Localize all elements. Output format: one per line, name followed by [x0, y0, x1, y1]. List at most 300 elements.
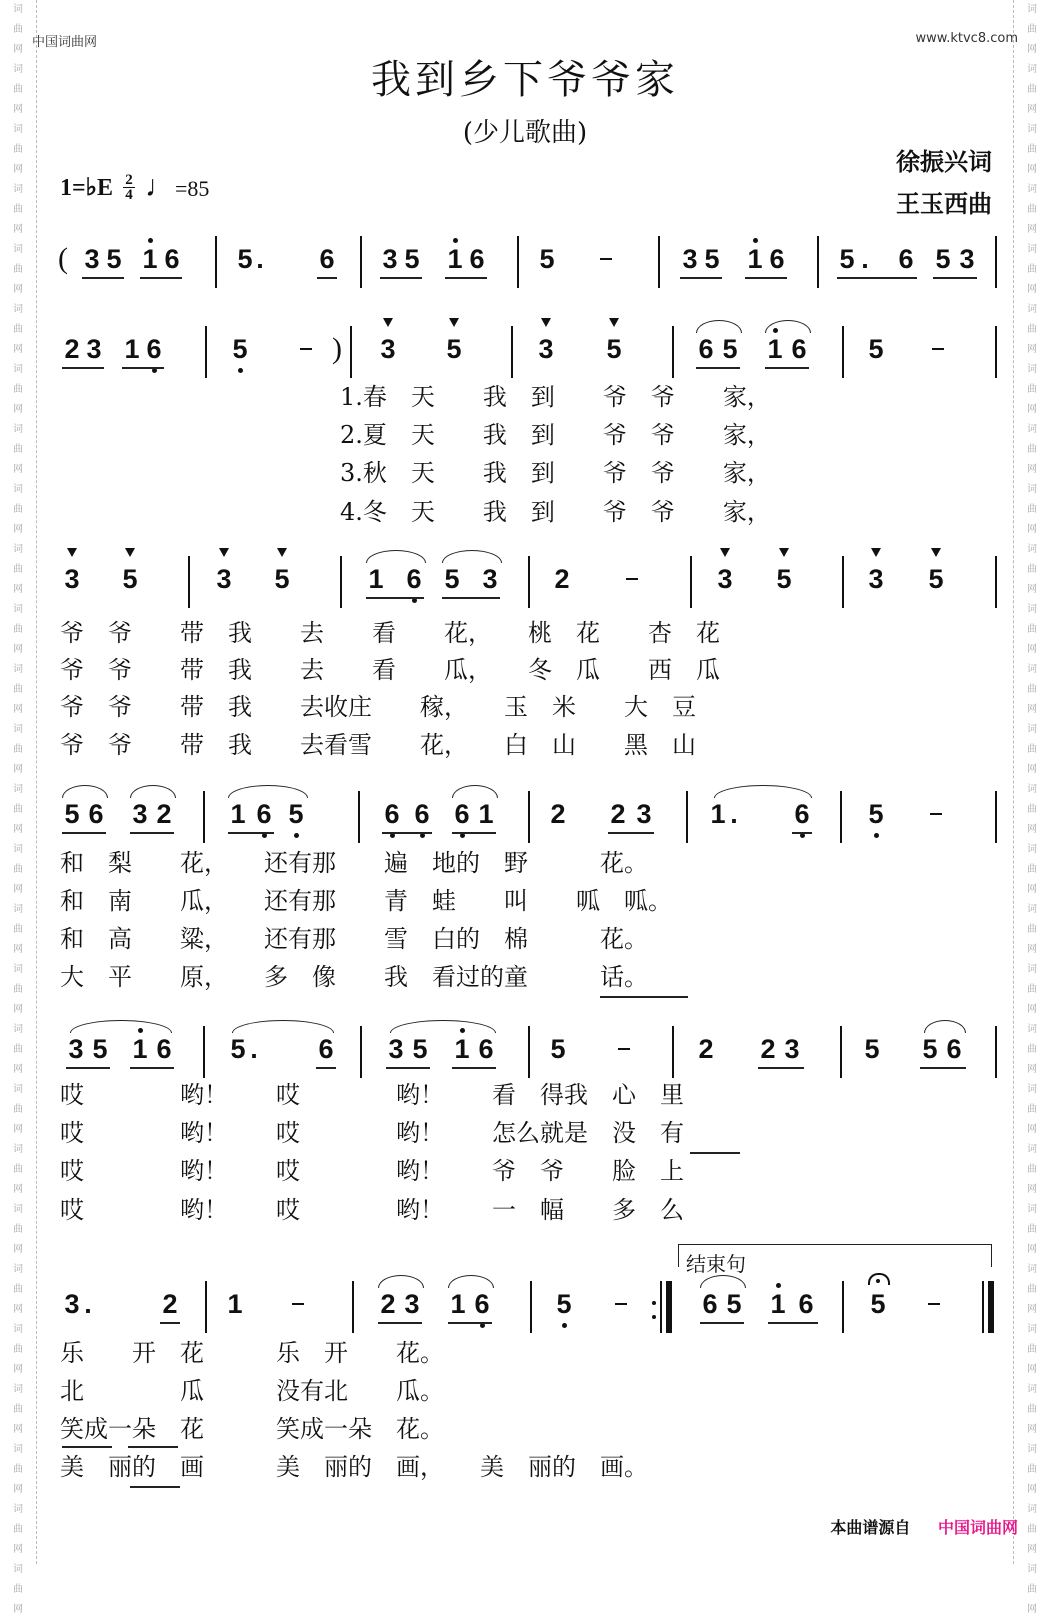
- side-watermark-char: 网: [13, 1184, 23, 1195]
- beam-underline: [228, 832, 274, 834]
- beam-underline: [82, 277, 124, 279]
- side-watermark-char: 词: [1027, 904, 1037, 915]
- augmentation-dot: .: [730, 799, 738, 829]
- note: 2: [156, 799, 172, 829]
- beam-underline: [696, 367, 740, 369]
- note: 3: [636, 799, 652, 829]
- side-watermark-char: 曲: [13, 1344, 23, 1355]
- side-watermark-char: 网: [1027, 1544, 1037, 1555]
- barline: [203, 791, 205, 843]
- lyric-verse-2: 和 南 瓜， 还有那 青 蛙 叫 呱 呱。: [60, 887, 672, 915]
- sustain-dash: [932, 348, 944, 350]
- beam-underline: [62, 367, 104, 369]
- side-watermark-char: 网: [1027, 1604, 1037, 1615]
- left-watermark-margin: [0, 0, 37, 1615]
- side-watermark-char: 网: [13, 824, 23, 835]
- slur-icon: [448, 1275, 494, 1288]
- side-watermark-char: 网: [13, 1244, 23, 1255]
- side-watermark-char: 曲: [1027, 1224, 1037, 1235]
- beam-underline: [758, 1067, 804, 1069]
- barline: [215, 236, 217, 288]
- note: 1: [452, 1034, 472, 1064]
- time-sig-top: 2: [125, 171, 133, 188]
- side-watermark-char: 词: [1027, 184, 1037, 195]
- note: 5: [604, 334, 624, 364]
- octave-dot-low: [238, 368, 243, 373]
- side-watermark-char: 曲: [1027, 324, 1037, 335]
- lyric-verse-4: 爷 爷 带 我 去看雪 花， 白 山 黑 山: [60, 731, 696, 759]
- side-watermark-char: 网: [13, 944, 23, 955]
- slur-icon: [366, 550, 426, 563]
- barline: [690, 556, 692, 608]
- barline: [988, 1281, 994, 1333]
- side-watermark-char: 网: [13, 884, 23, 895]
- augmentation-dot: .: [256, 244, 264, 274]
- side-watermark-char: 词: [1027, 544, 1037, 555]
- barline: [672, 1026, 674, 1078]
- note: 2: [380, 1289, 396, 1319]
- beam-underline: [448, 1322, 492, 1324]
- barline: [530, 1281, 532, 1333]
- octave-dot-low: [390, 833, 395, 838]
- barline: [203, 1026, 205, 1078]
- side-watermark-char: 网: [13, 44, 23, 55]
- side-watermark-char: 网: [13, 1604, 23, 1615]
- note: 5: [272, 564, 292, 594]
- side-watermark-char: 网: [1027, 1364, 1037, 1375]
- beam-underline: [765, 367, 809, 369]
- side-watermark-char: 网: [1027, 1064, 1037, 1075]
- beam-underline: [680, 277, 722, 279]
- lyricist-credit: 徐振兴词: [896, 147, 992, 176]
- side-watermark-char: 词: [1027, 4, 1037, 15]
- side-watermark-char: 曲: [13, 324, 23, 335]
- key-label: 1=♭E: [60, 174, 114, 201]
- beam-underline: [62, 832, 106, 834]
- side-watermark-char: 曲: [13, 1224, 23, 1235]
- side-watermark-char: 曲: [13, 1404, 23, 1415]
- slur-icon: [130, 785, 176, 798]
- note: 5: [864, 1034, 880, 1064]
- side-watermark-char: 曲: [1027, 504, 1037, 515]
- slur-icon: [696, 320, 742, 333]
- beam-underline: [316, 1067, 336, 1069]
- note: 2: [760, 1034, 776, 1064]
- side-watermark-char: 曲: [13, 144, 23, 155]
- side-watermark-char: 曲: [13, 1524, 23, 1535]
- accent-icon: [609, 318, 619, 327]
- side-watermark-char: 词: [1027, 844, 1037, 855]
- lyric-underline: [690, 1152, 740, 1154]
- beam-underline: [452, 832, 496, 834]
- tempo-value: =85: [175, 176, 210, 201]
- note: 6: [798, 1289, 814, 1319]
- beam-underline: [792, 832, 812, 834]
- octave-dot-low: [262, 833, 267, 838]
- slur-icon: [765, 320, 811, 333]
- side-watermark-char: 网: [13, 1364, 23, 1375]
- note: 1: [445, 244, 465, 274]
- slur-icon: [714, 785, 812, 798]
- side-watermark-char: 网: [13, 1304, 23, 1315]
- note: 3: [378, 334, 398, 364]
- augmentation-dot: .: [250, 1034, 258, 1064]
- beam-underline: [160, 1322, 180, 1324]
- note: 2: [610, 799, 626, 829]
- side-watermark-char: 曲: [13, 444, 23, 455]
- note: 5: [230, 1034, 246, 1064]
- side-watermark-char: 曲: [1027, 924, 1037, 935]
- side-watermark-char: 曲: [13, 984, 23, 995]
- barline: [188, 556, 190, 608]
- side-watermark-char: 词: [13, 244, 23, 255]
- side-watermark-char: 曲: [1027, 264, 1037, 275]
- note: 6: [698, 334, 714, 364]
- side-watermark-char: 网: [1027, 1304, 1037, 1315]
- side-watermark-char: 词: [1027, 604, 1037, 615]
- side-watermark-char: 曲: [13, 924, 23, 935]
- lyric-underline: [62, 1446, 112, 1448]
- side-watermark-char: 曲: [1027, 744, 1037, 755]
- side-watermark-char: 曲: [13, 684, 23, 695]
- note: 1: [227, 1289, 243, 1319]
- side-watermark-char: 曲: [13, 1164, 23, 1175]
- side-watermark-char: 曲: [13, 624, 23, 635]
- side-watermark-char: 词: [13, 364, 23, 375]
- barline: [528, 556, 530, 608]
- beam-underline: [122, 367, 164, 369]
- note: 1: [140, 244, 160, 274]
- beam-underline: [382, 832, 432, 834]
- lyric-verse-1: 和 梨 花， 还有那 遍 地的 野 花。: [60, 849, 648, 877]
- side-watermark-char: 网: [13, 344, 23, 355]
- note: 6: [702, 1289, 718, 1319]
- side-watermark-char: 网: [13, 764, 23, 775]
- side-watermark-char: 网: [1027, 824, 1037, 835]
- song-title: 我到乡下爷爷家: [371, 57, 679, 103]
- side-watermark-char: 词: [1027, 304, 1037, 315]
- staff-system-2: [60, 320, 1002, 380]
- side-watermark-char: 网: [1027, 704, 1037, 715]
- note: 3: [536, 334, 556, 364]
- side-watermark-char: 网: [1027, 1244, 1037, 1255]
- note: 6: [946, 1034, 962, 1064]
- note: 6: [791, 334, 807, 364]
- lyric-verse-4: 4.冬 天 我 到 爷 爷 家，: [340, 498, 771, 526]
- lyric-verse-2: 爷 爷 带 我 去 看 瓜， 冬 瓜 西 瓜: [60, 656, 720, 684]
- beam-underline: [66, 1067, 110, 1069]
- note: 1: [450, 1289, 466, 1319]
- side-watermark-char: 曲: [13, 1044, 23, 1055]
- octave-dot-low: [874, 833, 879, 838]
- octave-dot-high: [453, 238, 458, 243]
- side-watermark-char: 网: [1027, 764, 1037, 775]
- note: 6: [164, 244, 180, 274]
- note: 3: [866, 564, 886, 594]
- side-watermark-char: 曲: [13, 264, 23, 275]
- repeat-dot: [652, 1315, 656, 1319]
- side-watermark-char: 网: [1027, 284, 1037, 295]
- side-watermark-char: 词: [13, 664, 23, 675]
- note: 3: [68, 1034, 84, 1064]
- accent-icon: [871, 548, 881, 557]
- octave-dot-low: [152, 368, 157, 373]
- staff-system-5: [60, 1020, 1002, 1080]
- beam-underline: [366, 597, 424, 599]
- beam-underline: [920, 1067, 966, 1069]
- note: 5: [106, 244, 122, 274]
- side-watermark-char: 网: [13, 284, 23, 295]
- barline: [842, 326, 844, 378]
- note: 5: [868, 334, 884, 364]
- time-signature: [123, 173, 135, 202]
- side-watermark-char: 词: [13, 784, 23, 795]
- barline: [350, 326, 352, 378]
- note: 5: [550, 1034, 566, 1064]
- side-watermark-char: 网: [13, 104, 23, 115]
- barline: [817, 236, 819, 288]
- lyric-verse-3: 爷 爷 带 我 去收庄 稼， 玉 米 大 豆: [60, 693, 696, 721]
- side-watermark-char: 词: [1027, 124, 1037, 135]
- side-watermark-char: 曲: [1027, 864, 1037, 875]
- side-watermark-char: 词: [1027, 1384, 1037, 1395]
- side-watermark-char: 曲: [1027, 1164, 1037, 1175]
- beam-underline: [445, 277, 487, 279]
- barline: [995, 556, 997, 608]
- sustain-dash: [292, 1303, 304, 1305]
- side-watermark-char: 曲: [1027, 684, 1037, 695]
- note: 5: [412, 1034, 428, 1064]
- barline: [205, 326, 207, 378]
- note: 1: [765, 334, 785, 364]
- barline: [358, 791, 360, 843]
- repeat-dot: [652, 1301, 656, 1305]
- note: 6: [382, 799, 402, 829]
- side-watermark-char: 词: [13, 604, 23, 615]
- note: 5: [726, 1289, 742, 1319]
- beam-underline: [380, 277, 422, 279]
- barline: [995, 1026, 997, 1078]
- side-watermark-char: 曲: [1027, 624, 1037, 635]
- accent-icon: [219, 548, 229, 557]
- beam-underline: [700, 1322, 744, 1324]
- side-watermark-char: 曲: [13, 1584, 23, 1595]
- brand-link[interactable]: 中国词曲网: [937, 1518, 1018, 1537]
- barline: [205, 1281, 207, 1333]
- note: 5: [404, 244, 420, 274]
- side-watermark-char: 曲: [13, 564, 23, 575]
- side-watermark-char: 曲: [1027, 24, 1037, 35]
- slur-icon: [452, 785, 498, 798]
- side-watermark-char: 词: [13, 904, 23, 915]
- beam-underline: [608, 832, 654, 834]
- note: 6: [144, 334, 164, 364]
- note: 3: [132, 799, 148, 829]
- slur-icon: [378, 1275, 424, 1288]
- lyric-verse-4: 哎 哟！ 哎 哟！ 一 幅 多 么: [60, 1196, 684, 1224]
- note: 1: [710, 799, 726, 829]
- note: 2: [550, 799, 566, 829]
- staff-system-3: [60, 550, 1002, 610]
- side-watermark-char: 词: [13, 1564, 23, 1575]
- barline: [995, 791, 997, 843]
- note: 1: [745, 244, 765, 274]
- lyric-verse-4: 大 平 原， 多 像 我 看过的童 话。: [60, 963, 648, 991]
- note: 5: [704, 244, 720, 274]
- side-watermark-char: 词: [1027, 1504, 1037, 1515]
- footer: [830, 1515, 1018, 1538]
- side-watermark-char: 词: [1027, 1324, 1037, 1335]
- accent-icon: [449, 318, 459, 327]
- side-watermark-char: 曲: [13, 1104, 23, 1115]
- side-watermark-char: 曲: [1027, 984, 1037, 995]
- note: 2: [554, 564, 570, 594]
- barline: [360, 1026, 362, 1078]
- octave-dot-low: [420, 833, 425, 838]
- barline: [842, 1281, 844, 1333]
- key-signature: [60, 170, 209, 204]
- right-watermark-margin: [1013, 0, 1050, 1615]
- staff-system-1: [60, 230, 1002, 290]
- side-watermark-char: 曲: [13, 24, 23, 35]
- slur-icon: [70, 1020, 172, 1033]
- note: 3: [86, 334, 102, 364]
- side-watermark-char: 网: [13, 584, 23, 595]
- side-watermark-char: 词: [1027, 964, 1037, 975]
- lyric-verse-3: 和 高 粱， 还有那 雪 白的 棉 花。: [60, 925, 648, 953]
- side-watermark-char: 曲: [1027, 1104, 1037, 1115]
- side-watermark-char: 曲: [1027, 804, 1037, 815]
- note: 6: [469, 244, 485, 274]
- barline: [360, 236, 362, 288]
- side-watermark-char: 网: [13, 1424, 23, 1435]
- side-watermark-char: 词: [13, 1024, 23, 1035]
- lyric-verse-3: 3.秋 天 我 到 爷 爷 家，: [340, 459, 771, 487]
- sustain-dash: [618, 1048, 630, 1050]
- side-watermark-char: 词: [1027, 784, 1037, 795]
- barline: [340, 556, 342, 608]
- accent-icon: [720, 548, 730, 557]
- lyric-verse-4: 美 丽的 画 美 丽的 画， 美 丽的 画。: [60, 1453, 648, 1481]
- note: 5: [868, 1289, 888, 1319]
- note: 5: [237, 244, 253, 274]
- side-watermark-char: 词: [13, 304, 23, 315]
- side-watermark-char: 曲: [1027, 1044, 1037, 1055]
- side-watermark-char: 网: [13, 1064, 23, 1075]
- note: 6: [472, 1289, 492, 1319]
- beam-underline: [745, 277, 787, 279]
- barline: [995, 236, 997, 288]
- side-watermark-char: 网: [1027, 1124, 1037, 1135]
- barline: [995, 326, 997, 378]
- slur-icon: [228, 785, 308, 798]
- note: 5: [286, 799, 306, 829]
- source-label: 本曲谱源自: [830, 1518, 911, 1537]
- side-watermark-char: 词: [1027, 1084, 1037, 1095]
- octave-dot-high: [148, 238, 153, 243]
- side-watermark-char: 曲: [13, 504, 23, 515]
- side-watermark-char: 词: [13, 1204, 23, 1215]
- side-watermark-char: 词: [13, 724, 23, 735]
- note: 3: [959, 244, 975, 274]
- side-watermark-char: 词: [13, 484, 23, 495]
- accent-icon: [67, 548, 77, 557]
- beam-underline: [452, 1067, 496, 1069]
- note: 6: [452, 799, 472, 829]
- time-sig-bottom: 4: [125, 186, 133, 203]
- lyric-verse-3: 笑成一朵 花 笑成一朵 花。: [60, 1415, 444, 1443]
- side-watermark-char: 网: [1027, 944, 1037, 955]
- side-watermark-char: 词: [13, 1504, 23, 1515]
- side-watermark-char: 词: [13, 964, 23, 975]
- side-watermark-char: 曲: [13, 384, 23, 395]
- side-watermark-char: 网: [1027, 164, 1037, 175]
- slur-icon: [390, 1020, 496, 1033]
- composer-credit: 王玉西曲: [896, 189, 992, 218]
- note: 3: [62, 564, 82, 594]
- side-watermark-char: 词: [1027, 364, 1037, 375]
- side-watermark-char: 词: [13, 1144, 23, 1155]
- side-watermark-char: 词: [13, 1444, 23, 1455]
- note: 6: [254, 799, 274, 829]
- note: 2: [64, 334, 80, 364]
- note: 3: [482, 564, 498, 594]
- note: 5: [922, 1034, 938, 1064]
- side-watermark-char: 曲: [1027, 444, 1037, 455]
- lyric-verse-3: 哎 哟！ 哎 哟！ 爷 爷 脸 上: [60, 1157, 684, 1185]
- note: 5: [120, 564, 140, 594]
- sustain-dash: [930, 813, 942, 815]
- note: 1: [768, 1289, 788, 1319]
- barline: [352, 1281, 354, 1333]
- lyric-underline: [128, 1446, 178, 1448]
- side-watermark-char: 网: [1027, 1424, 1037, 1435]
- side-watermark-char: 网: [13, 1544, 23, 1555]
- side-watermark-char: 网: [1027, 404, 1037, 415]
- sustain-dash: [300, 348, 312, 350]
- side-watermark-char: 词: [1027, 1444, 1037, 1455]
- note: 5: [92, 1034, 108, 1064]
- side-watermark-char: 网: [1027, 524, 1037, 535]
- note: 1: [130, 1034, 150, 1064]
- side-watermark-char: 曲: [13, 1284, 23, 1295]
- beam-underline: [378, 1322, 422, 1324]
- side-watermark-char: 词: [1027, 1024, 1037, 1035]
- note: 5: [230, 334, 250, 364]
- note: 6: [792, 799, 812, 829]
- note: 5: [554, 1289, 574, 1319]
- note: 2: [698, 1034, 714, 1064]
- accent-icon: [779, 548, 789, 557]
- sustain-dash: [928, 1303, 940, 1305]
- beam-underline: [130, 832, 174, 834]
- octave-dot-low: [460, 833, 465, 838]
- beam-underline: [768, 1322, 818, 1324]
- slur-icon: [232, 1020, 334, 1033]
- side-watermark-char: 曲: [13, 84, 23, 95]
- side-watermark-char: 网: [13, 1124, 23, 1135]
- side-watermark-char: 网: [13, 164, 23, 175]
- side-watermark-char: 词: [1027, 1564, 1037, 1575]
- lyric-verse-1: 哎 哟！ 哎 哟！ 看 得我 心 里: [60, 1081, 684, 1109]
- side-watermark-char: 曲: [1027, 1464, 1037, 1475]
- staff-system-6: [60, 1275, 1002, 1335]
- beam-underline: [386, 1067, 430, 1069]
- note: 6: [898, 244, 914, 274]
- side-watermark-char: 网: [13, 524, 23, 535]
- note: 5: [774, 564, 794, 594]
- barline: [666, 1281, 672, 1333]
